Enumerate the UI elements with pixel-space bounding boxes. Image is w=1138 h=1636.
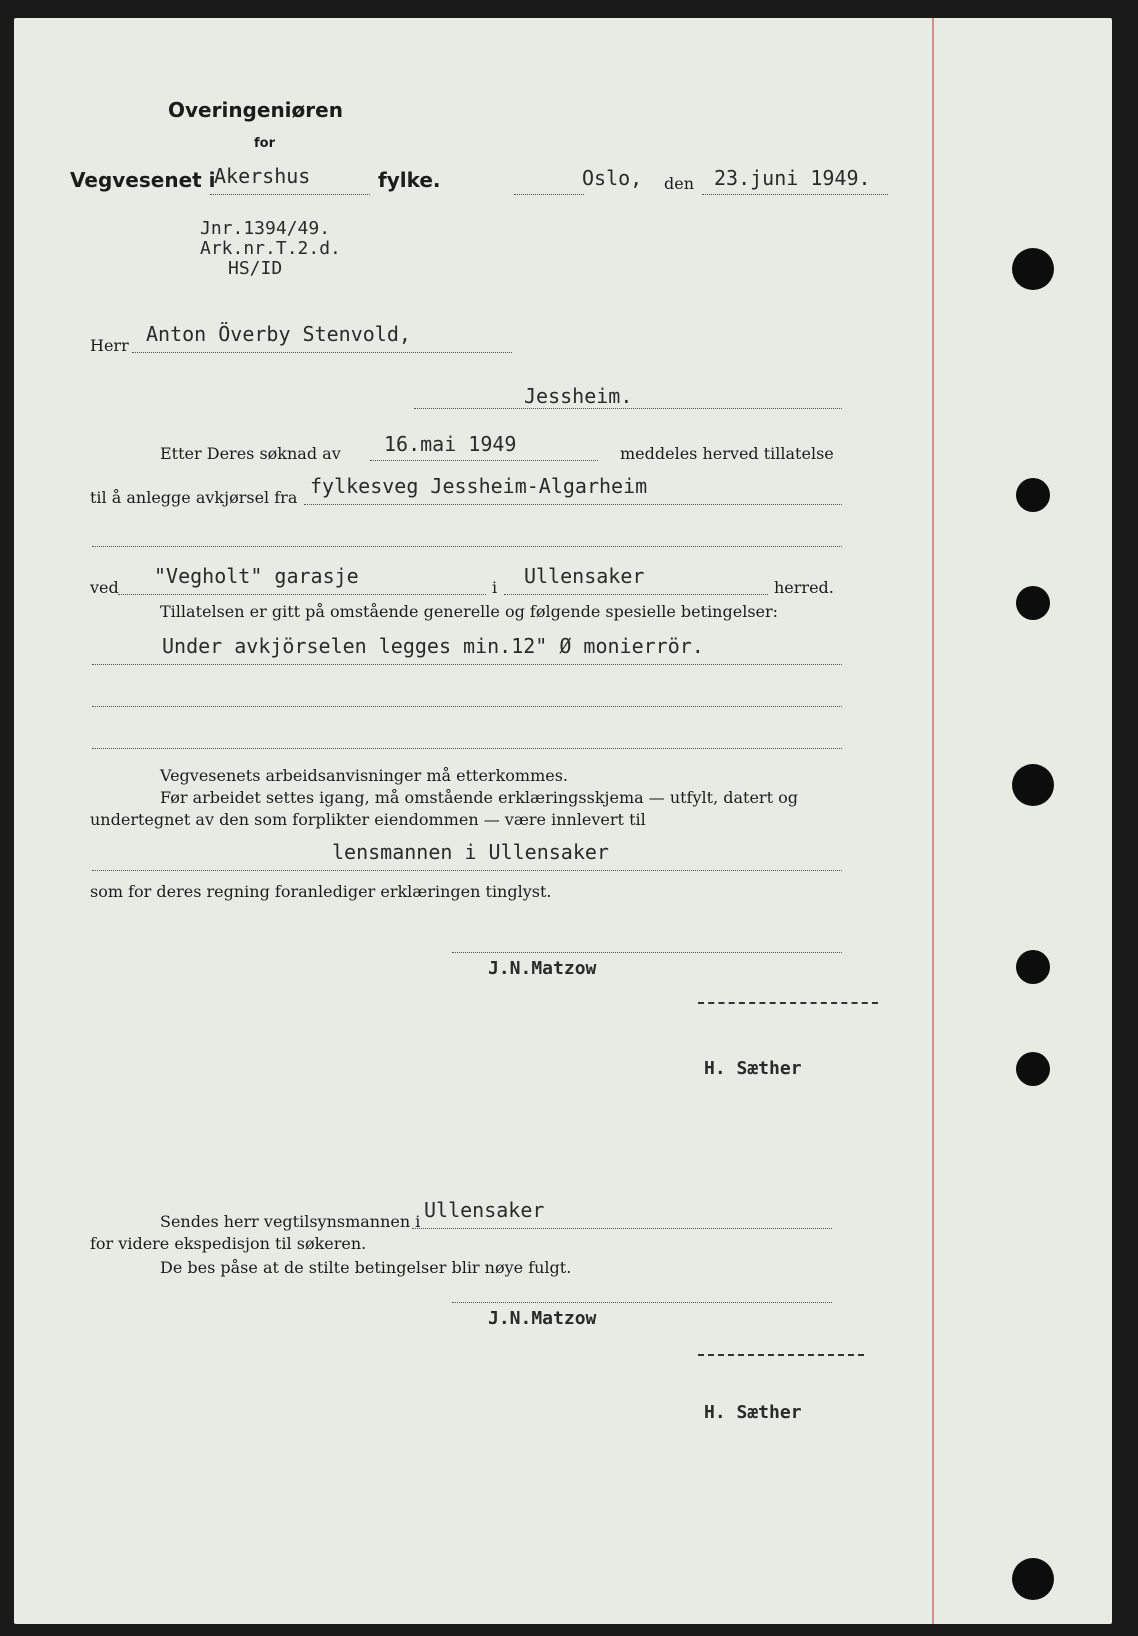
signature2-dash [698,1354,864,1356]
signature-line-2 [452,1302,832,1303]
condition-text: Under avkjörselen legges min.12" Ø monierrör. [162,634,704,658]
paragraph-4: som for deres regning foranlediger erklæringen tinglyst. [90,882,552,901]
signature2-name-2: H. Sæther [704,1402,802,1423]
for-videre-text: for videre ekspedisjon til søkeren. [90,1234,367,1253]
signature2-name-1: J.N.Matzow [488,1308,597,1329]
county-value: Akershus [214,164,311,188]
road-line [304,504,842,505]
de-bes-text: De bes påse at de stilte betingelser blir nøye fulgt. [160,1258,572,1277]
blank-line [92,546,842,547]
fylke-label: fylke. [378,168,441,192]
archive-number: Ark.nr.T.2.d. [200,238,341,259]
recipient-line [132,352,512,353]
recipient-place: Jessheim. [524,384,633,408]
paragraph-1: Vegvesenets arbeidsanvisninger må etterkommes. [160,766,569,785]
herred-label: herred. [774,578,834,597]
etter-text: Etter Deres søknad av [160,444,341,463]
ved-label: ved [90,578,119,597]
condition-line [92,664,842,665]
lensmann-line [92,870,842,871]
place-line [414,408,842,409]
city-value: Oslo, [582,166,643,190]
paragraph-3: undertegnet av den som forplikter eiendommen — være innlevert til [90,810,646,829]
location-value: "Vegholt" garasje [154,564,359,588]
office-title: Overingeniøren [168,98,343,122]
date-line [702,194,888,195]
signature-line [452,952,842,953]
den-label: den [664,174,695,193]
road-value: fylkesveg Jessheim-Algarheim [310,474,648,498]
condition-line-2 [92,706,842,707]
punch-hole [1012,1558,1054,1600]
county-line [210,194,370,195]
recipient-name: Anton Överby Stenvold, [146,322,411,346]
condition-line-3 [92,748,842,749]
journal-number: Jnr.1394/49. [200,218,331,239]
herred-line [504,594,768,595]
lensmann-value: lensmannen i Ullensaker [332,840,609,864]
signature-name-2: H. Sæther [704,1058,802,1079]
punch-hole [1012,764,1054,806]
punch-hole [1012,248,1054,290]
sendes-text: Sendes herr vegtilsynsmannen i [160,1212,421,1231]
red-margin-line [932,18,934,1624]
document-page [14,18,1112,1624]
application-date: 16.mai 1949 [384,432,517,456]
meddeles-text: meddeles herved tillatelse [620,444,834,463]
date-value: 23.juni 1949. [714,166,871,190]
signature-name-1: J.N.Matzow [488,958,597,979]
punch-hole [1016,1052,1050,1086]
vegvesenet-label: Vegvesenet i [70,168,216,192]
herred-value: Ullensaker [524,564,645,588]
til-text: til å anlegge avkjørsel fra [90,488,298,507]
district-value: Ullensaker [424,1198,545,1222]
city-line [514,194,584,195]
punch-hole [1016,950,1050,984]
tillatelsen-text: Tillatelsen er gitt på omstående generelle og følgende spesielle betingelser: [160,602,779,621]
application-date-line [370,460,598,461]
herr-label: Herr [90,336,129,355]
for-label: for [254,136,275,151]
initials: HS/ID [228,258,283,279]
paragraph-2: Før arbeidet settes igang, må omstående erklæringsskjema — utfylt, datert og [160,788,798,807]
signature-dash [698,1002,878,1004]
punch-hole [1016,478,1050,512]
punch-hole [1016,586,1050,620]
district-line [412,1228,832,1229]
i-label: i [492,578,498,597]
location-line [118,594,486,595]
